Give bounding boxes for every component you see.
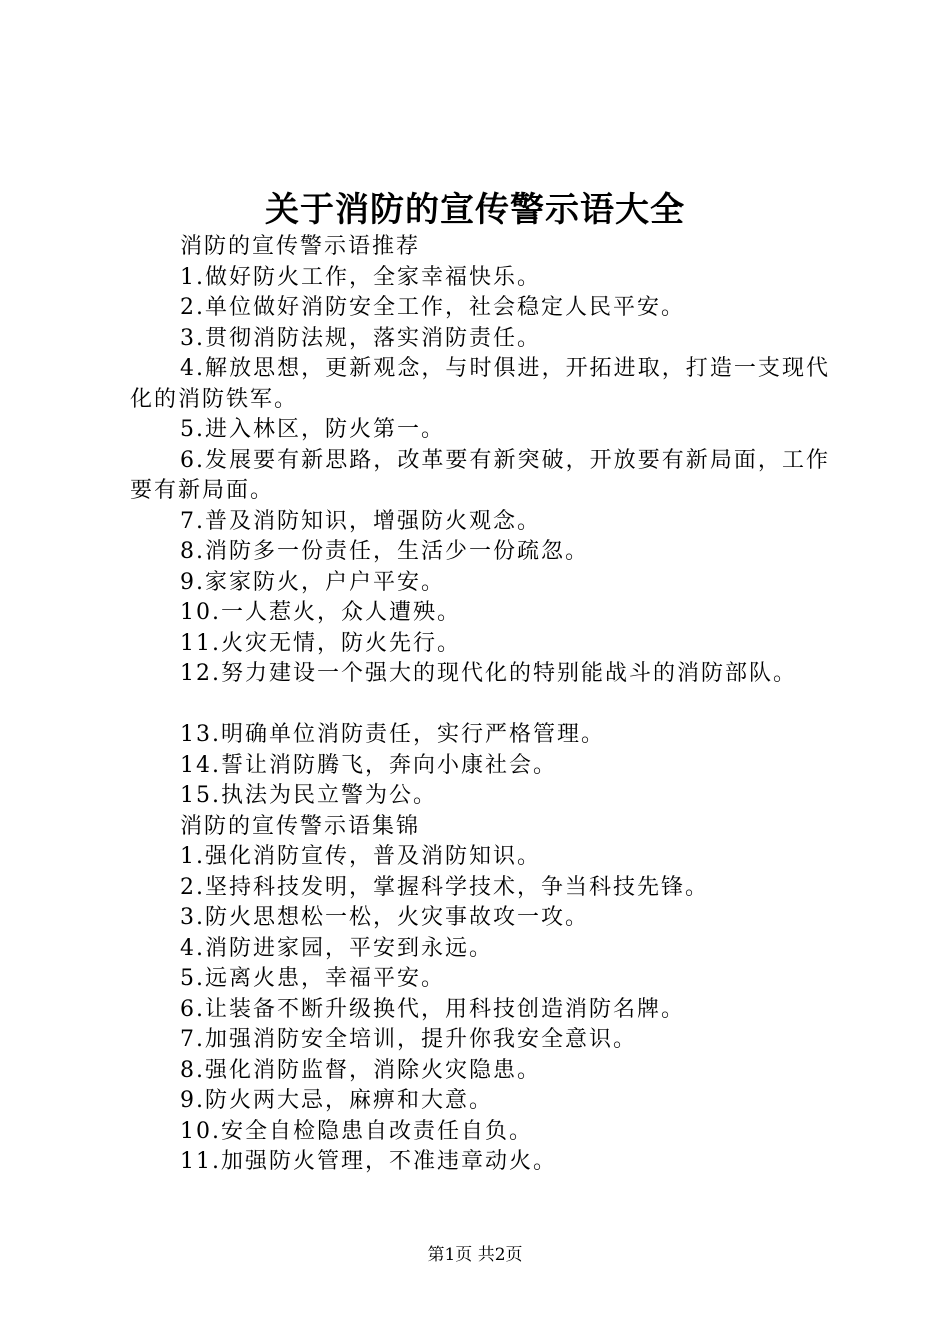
- document-body: [130, 232, 830, 1178]
- list-item: 11.加强防火管理，不准违章动火。: [180, 1149, 557, 1174]
- list-item: 1.做好防火工作，全家幸福快乐。: [180, 264, 541, 290]
- list-item: 5.进入林区，防火第一。: [180, 417, 445, 442]
- list-item: 9.家家防火，户户平安。: [180, 569, 445, 595]
- list-item: 4.消防进家园，平安到永远。: [180, 935, 493, 961]
- list-item: 1.强化消防宣传，普及消防知识。: [180, 844, 541, 869]
- list-item: 8.强化消防监督，消除火灾隐患。: [180, 1057, 541, 1083]
- section-heading-collection: 消防的宣传警示语集锦: [180, 813, 421, 839]
- list-item: 15.执法为民立警为公。: [180, 783, 437, 808]
- list-item: 5.远离火患，幸福平安。: [180, 966, 445, 991]
- list-item: 14.誓让消防腾飞，奔向小康社会。: [180, 752, 557, 778]
- page-title: 关于消防的宣传警示语大全: [265, 190, 685, 230]
- list-item: 10.安全自检隐患自改责任自负。: [180, 1118, 533, 1144]
- list-item: 6.发展要有新思路，改革要有新突破，开放要有新局面，工作要有新局面。: [130, 447, 830, 503]
- list-item: 7.普及消防知识，增强防火观念。: [180, 508, 541, 534]
- section-heading-recommend: 消防的宣传警示语推荐: [180, 234, 421, 259]
- paragraph-gap: [130, 690, 830, 721]
- list-item: 12.努力建设一个强大的现代化的特别能战斗的消防部队。: [180, 661, 797, 686]
- list-item: 7.加强消防安全培训，提升你我安全意识。: [180, 1027, 637, 1052]
- list-item: 3.贯彻消防法规，落实消防责任。: [180, 325, 541, 351]
- list-item: 2.坚持科技发明，掌握科学技术，争当科技先锋。: [180, 874, 709, 900]
- list-item: 8.消防多一份责任，生活少一份疏忽。: [180, 539, 589, 564]
- list-item: 11.火灾无情，防火先行。: [180, 630, 461, 656]
- page-footer: 第1页 共2页: [427, 1245, 523, 1265]
- list-item: 2.单位做好消防安全工作，社会稳定人民平安。: [180, 295, 685, 320]
- list-item: 6.让装备不断升级换代，用科技创造消防名牌。: [180, 996, 685, 1022]
- list-item: 10.一人惹火，众人遭殃。: [180, 600, 461, 625]
- list-item: 3.防火思想松一松，火灾事故攻一攻。: [180, 905, 589, 930]
- list-item: 4.解放思想，更新观念，与时俱进，开拓进取，打造一支现代化的消防铁军。: [130, 356, 830, 412]
- list-item: 9.防火两大忌，麻痹和大意。: [180, 1088, 493, 1113]
- list-item: 13.明确单位消防责任，实行严格管理。: [180, 722, 605, 747]
